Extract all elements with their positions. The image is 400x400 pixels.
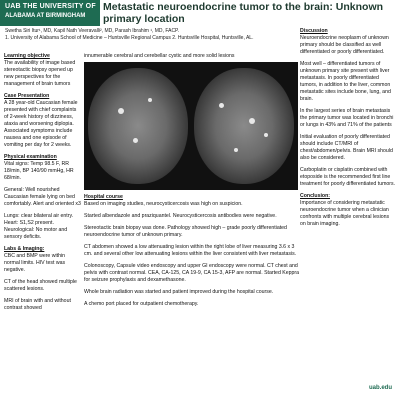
uab-logo — [0, 0, 100, 26]
discussion-p3: In the largest series of brain metastasis the primary tumor was located in bronchi or lungs in 43% and 71% of the patients — [300, 108, 394, 128]
conclusion-heading: Conclusion: — [300, 193, 330, 199]
lungs-text: Lungs: clear bilateral air entry. Heart: S1,S2 present. Neurological: No motor and sensory deficits. — [4, 213, 74, 240]
discussion-p4: Initial evaluation of poorly differentiated should include CT/MRI of chest/abdomen/pelvis. Brain MRI should also be considered. — [300, 134, 393, 161]
middle-column — [84, 53, 302, 313]
hospital-p3: Stereotactic brain biopsy was done. Pathology showed high – grade poorly differentiated neuroendocrine tumor of unknown primary. — [84, 225, 287, 238]
logo-line-1: UAB THE UNIVERSITY OF — [5, 3, 96, 10]
authors-line-1: Swetha Siri Itur¹, MD, Kapil Nath Veeravalli², MD, Parash Ibrahim ¹, MD, FACP. — [5, 28, 180, 34]
brain-scan-right — [194, 68, 294, 184]
discussion-p2: Most well – differentiated tumors of unknown primary site present with liver metastasis. In poorly differentiated tumors, in addition to the liver, common metastatic sites include bone, lung, and brain. — [300, 61, 391, 102]
discussion-heading: Discussion — [300, 28, 328, 34]
labs-heading: Labs & Imaging: — [4, 246, 45, 252]
poster-header — [0, 0, 400, 26]
objectives-text: The availability of image based stereotactic biopsy opened up new perspectives for the management of brain tumors — [4, 60, 76, 87]
labs-text: CBC and BMP were within normal limits. HIV test was negative. — [4, 253, 66, 273]
exam-heading: Physical examination — [4, 154, 57, 160]
hospital-p1: Based on imaging studies, neurocysticercosis was high on suspicion. — [84, 201, 243, 207]
hospital-p2: Started albendazole and praziquantel. Neurocysticercosis antibodies were negative. — [84, 213, 277, 219]
case-text: A 28 year-old Caucasian female presented with chief complaints of 2-week history of dizziness, ataxia and worsening diplopia. Associated symptoms include nausea and one episode of vomiting per day for 2 weeks. — [4, 100, 78, 148]
footer-url: uab.edu — [368, 385, 392, 391]
left-column — [4, 53, 81, 317]
discussion-p1: Neuroendocrine neoplasm of unknown primary should be classified as well differentiated or poorly differentiated. — [300, 35, 389, 55]
mri-image — [84, 62, 298, 190]
brain-scan-left — [88, 68, 188, 184]
authors-line-2: 1. University of Alabama School of Medicine – Huntsville Regional Campus 2. Huntsville Hospital, Huntsville, AL. — [5, 35, 254, 41]
mri-caption: innumerable cerebral and cerebellar cystic and more solid lesions — [84, 53, 235, 59]
hospital-course-heading: Hospital course — [84, 194, 123, 200]
case-heading: Case Presentation — [4, 93, 50, 99]
mri-text: MRI of brain with and without contrast showed — [4, 298, 71, 311]
objectives-heading: Learning objective — [4, 53, 50, 59]
hospital-p4: CT abdomen showed a low attenuating lesion within the right lobe of liver measuring 3.6 x 3 cm. and several other low attenuating lesions within the liver consistent with liver metastasis. — [84, 244, 297, 257]
vitals-text: Vital signs: Temp 98.5 F, RR 18/min, BP 140/90 mmHg, HR 68/min. — [4, 161, 74, 181]
discussion-p5: Carboplatin or cisplatin combined with etoposide is the recommended first line treatment for poorly differentiated tumors. — [300, 167, 396, 187]
ct-text: CT of the head showed multiple scattered lesions. — [4, 279, 77, 292]
poster-title: Metastatic neuroendocrine tumor to the brain: Unknown primary location — [103, 1, 384, 25]
conclusion-text: Importance of considering metastatic neuroendocrine tumor when a clinician confronts with multiple cerebral lesions on brain imaging. — [300, 200, 390, 227]
logo-line-2: ALABAMA AT BIRMINGHAM — [5, 13, 86, 19]
general-text: General: Well nourished Caucasian female lying on bed comfortably. Alert and oriented x3 — [4, 187, 81, 207]
hospital-p6: Whole brain radiation was started and patient improved during the hospital course. — [84, 289, 274, 295]
right-column — [300, 28, 396, 233]
hospital-p5: Colonoscopy, Capsule video endoscopy and upper GI endoscopy were normal. CT chest and pelvis with contrast normal. CEA, CA-125, CA 19-9, CA 15-3, AFP are normal. Started Keppra for seizure prophylaxis and dexamethasone. — [84, 263, 299, 283]
hospital-p7: A chemo port placed for outpatient chemotherapy. — [84, 301, 199, 307]
